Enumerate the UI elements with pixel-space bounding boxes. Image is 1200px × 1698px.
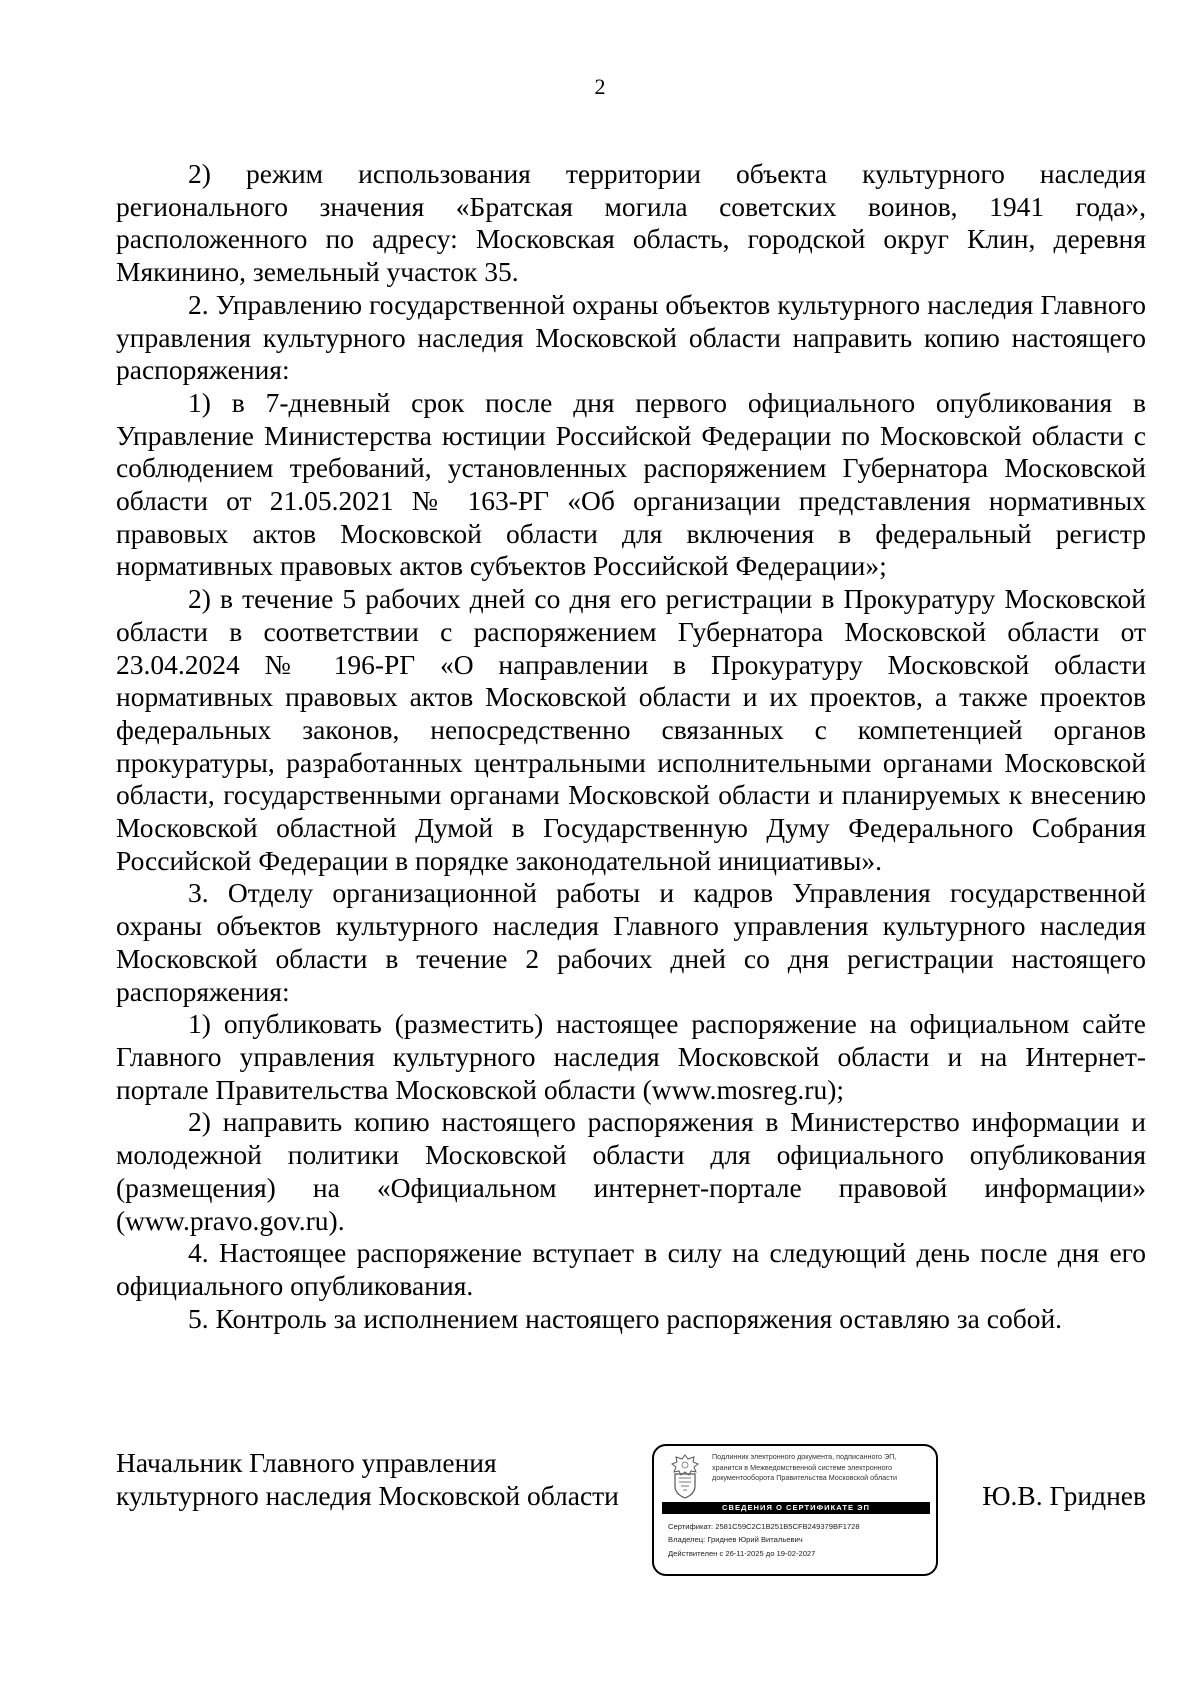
stamp-header [712,1452,932,1484]
paragraph-section-4: 4. Настоящее распоряжение вступает в силу на следующий день после дня его официального опубликования. [116,1237,1146,1301]
coat-of-arms-icon [664,1452,706,1500]
certificate-owner: Владелец: Гриднев Юрий Витальевич [668,1535,803,1545]
paragraph-section-3-item-2: 2) направить копию настоящего распоряжения в Министерство информации и молодежной политики Московской области для официального опубликования (размещения) на «Официальном интернет-портале правовой информации» (www.pravo.gov.ru). [116,1106,1146,1236]
paragraph-section-3: 3. Отделу организационной работы и кадров Управления государственной охраны объектов культурного наследия Главного управления культурного наследия Московской области в течение 2 рабочих дней со дня регистрации настоящего распоряжения: [116,877,1146,1007]
stamp-details [668,1520,932,1560]
paragraph-section-2-item-1: 1) в 7-дневный срок после дня первого официального опубликования в Управление Министерства юстиции Российской Федерации по Московской области с соблюдением требований, установленных распоряжением Губернатора Московской области от 21.05.2021 № 163-РГ «Об организации представления нормативных правовых актов Московской области для включения в федеральный регистр нормативных правовых актов субъектов Российской Федерации»; [116,386,1146,582]
stamp-header-line2: хранится в Межведомственной системе электронного [712,1462,893,1472]
page-number: 2 [594,74,606,99]
electronic-signature-stamp [652,1444,938,1576]
signature-block [116,1444,1146,1594]
paragraph-item-2-regime: 2) режим использования территории объекта культурного наследия регионального значения «Братская могила советских воинов, 1941 года», расположенного по адресу: Московская область, городской округ Клин, деревня Мякинино, земельный участок 35. [116,158,1146,288]
signer-position [116,1446,676,1512]
stamp-header-line1: Подлинник электронного документа, подписанного ЭП, [712,1452,897,1461]
certificate-validity: Действителен с 26-11-2025 до 19-02-2027 [668,1548,816,1558]
document-body [116,158,1146,1335]
stamp-title-bar: СВЕДЕНИЯ О СЕРТИФИКАТЕ ЭП [662,1502,930,1514]
certificate-number: Сертификат: 2581C59C2C1B251B5CFB249379BF1728 [668,1522,860,1531]
stamp-header-line3: документооборота Правительства Московской области [712,1473,898,1483]
signer-name: Ю.В. Гриднев [982,1480,1146,1511]
signer-position-line2: культурного наследия Московской области [116,1480,619,1511]
paragraph-section-2-item-2: 2) в течение 5 рабочих дней со дня его регистрации в Прокуратуру Московской области в соответствии с распоряжением Губернатора Московской области от 23.04.2024 № 196-РГ «О направлении в Прокуратуру Московской области нормативных правовых актов Московской области и их проектов, а также проектов федеральных законов, непосредственно связанных с компетенцией органов прокуратуры, разработанных центральными исполнительными органами Московской области, государственными органами Московской области и планируемых к внесению Московской областной Думой в Государственную Думу Федерального Собрания Российской Федерации в порядке законодательной инициативы». [116,583,1146,876]
paragraph-section-3-item-1: 1) опубликовать (разместить) настоящее распоряжение на официальном сайте Главного управления культурного наследия Московской области и на Интернет-портале Правительства Московской области (www.mosreg.ru); [116,1008,1146,1105]
paragraph-section-2: 2. Управлению государственной охраны объектов культурного наследия Главного управления культурного наследия Московской области направить копию настоящего распоряжения: [116,288,1146,386]
paragraph-section-5: 5. Контроль за исполнением настоящего распоряжения оставляю за собой. [188,1302,1063,1334]
signer-position-line1: Начальник Главного управления [116,1447,497,1478]
